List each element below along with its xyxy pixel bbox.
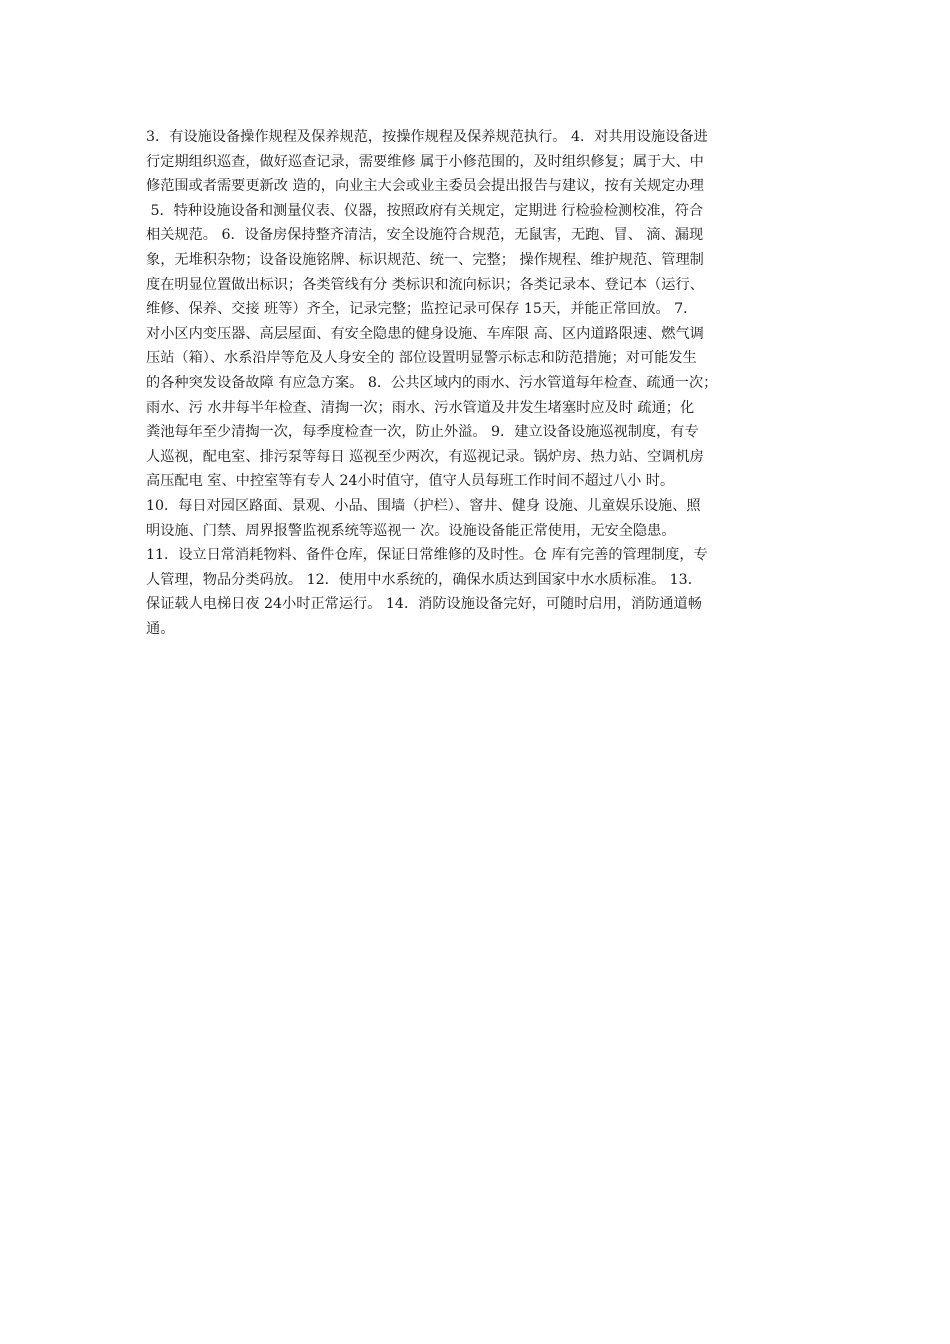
text-line: 人管理，物品分类码放。 12．使用中水系统的，确保水质达到国家中水水质标准。 13． xyxy=(146,571,702,588)
text-line: 11．设立日常消耗物料、备件仓库，保证日常维修的及时性。仓 库有完善的管理制度，专 xyxy=(146,547,708,564)
text-line: 雨水、污 水井每半年检查、清掏一次；雨水、污水管道及井发生堵塞时应及时 疏通；化 xyxy=(146,399,695,416)
body-text xyxy=(146,125,818,641)
text-line: 相关规范。 6．设备房保持整齐清洁，安全设施符合规范，无鼠害，无跑、冒、 滴、漏现 xyxy=(146,227,704,244)
text-line: 5．特种设施设备和测量仪表、仪器，按照政府有关规定，定期进 行检验检测校准，符合 xyxy=(146,202,704,219)
text-line: 度在明显位置做出标识；各类管线有分 类标识和流向标识；各类记录本、登记本（运行、 xyxy=(146,276,704,293)
text-line: 压站（箱）、水系沿岸等危及人身安全的 部位设置明显警示标志和防范措施；对可能发生 xyxy=(146,350,697,367)
text-line: 10．每日对园区路面、景观、小品、围墙（护栏）、窨井、健身 设施、儿童娱乐设施、照 xyxy=(146,497,701,514)
text-line: 明设施、门禁、周界报警监视系统等巡视一 次。设施设备能正常使用，无安全隐患。 xyxy=(146,522,676,539)
text-line: 3．有设施设备操作规程及保养规范，按操作规程及保养规范执行。 4．对共用设施设备进 xyxy=(146,129,708,145)
text-line: 人巡视，配电室、排污泵等每日 巡视至少两次，有巡视记录。锅炉房、热力站、空调机房 xyxy=(146,448,704,465)
text-line: 对小区内变压器、高层屋面、有安全隐患的健身设施、车库限 高、区内道路限速、燃气调 xyxy=(146,325,704,342)
text-line: 保证载人电梯日夜 24小时正常运行。 14．消防设施设备完好，可随时启用，消防通道畅 xyxy=(146,596,702,613)
text-line: 行定期组织巡查，做好巡查记录，需要维修 属于小修范围的，及时组织修复；属于大、中 xyxy=(146,153,704,170)
text-line: 修范围或者需要更新改 造的，向业主大会或业主委员会提出报告与建议，按有关规定办理 xyxy=(146,178,704,195)
text-line: 高压配电 室、中控室等有专人 24小时值守，值守人员每班工作时间不超过八小 时。 xyxy=(146,473,675,490)
text-line: 维修、保养、交接 班等）齐全，记录完整；监控记录可保存 15天，并能正常回放。 7． xyxy=(146,301,698,318)
text-line: 粪池每年至少清掏一次，每季度检查一次，防止外溢。 9．建立设备设施巡视制度，有专 xyxy=(146,424,699,441)
text-line: 通。 xyxy=(146,620,175,637)
text-line: 象，无堆积杂物；设备设施铭牌、标识规范、统一、完整； 操作规程、维护规范、管理制 xyxy=(146,251,704,268)
text-line: 的各种突发设备故障 有应急方案。 8．公共区域内的雨水、污水管道每年检查、疏通一次； xyxy=(146,374,718,391)
